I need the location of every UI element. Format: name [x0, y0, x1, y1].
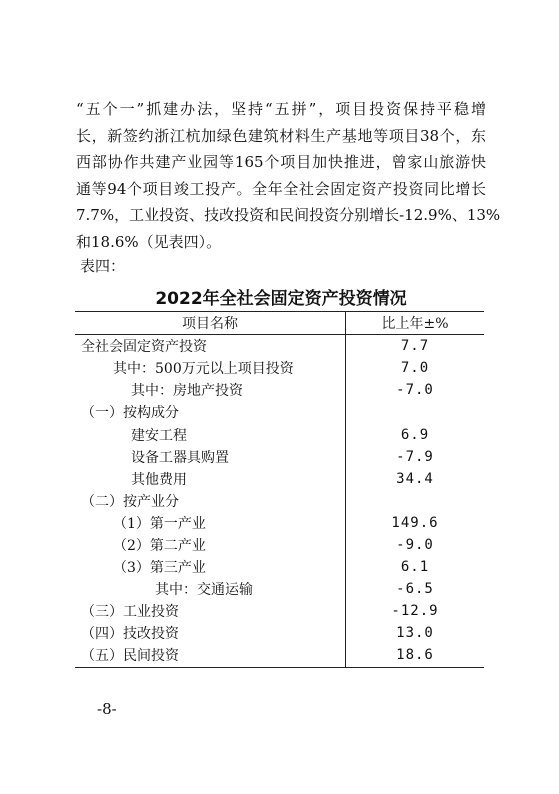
table-row: [75, 600, 484, 622]
table-body: [75, 335, 484, 666]
row-item-name: 全社会固定资产投资: [81, 339, 207, 356]
table-row: [75, 423, 484, 445]
table-row: [75, 622, 484, 644]
table-row: [75, 446, 484, 468]
row-change-value: -9.0: [345, 534, 484, 556]
row-change-value: -6.5: [345, 578, 484, 600]
row-change-value: 6.9: [345, 423, 484, 445]
paragraph-line: 7.7%，工业投资、技改投资和民间投资分别增长-12.9%、13%: [76, 206, 501, 225]
row-change-value: 13.0: [345, 622, 484, 644]
header-item-name: 项目名称: [182, 316, 238, 333]
table-row: [75, 379, 484, 401]
row-change-value: 7.0: [345, 357, 484, 379]
paragraph-line: 和18.6%（见表四）。: [76, 232, 222, 251]
row-item-name: 设备工器具购置: [131, 449, 229, 466]
investment-table: [75, 311, 484, 668]
page-number: -8-: [97, 700, 117, 718]
table-row: [75, 357, 484, 379]
table-title: 2022年全社会固定资产投资情况: [155, 289, 407, 309]
row-change-value: 6.1: [345, 556, 484, 578]
table-row: [75, 578, 484, 600]
row-change-value: 7.7: [345, 335, 484, 357]
row-change-value: -12.9: [345, 600, 484, 622]
table-row: [75, 556, 484, 578]
row-change-value: 18.6: [345, 644, 484, 666]
row-item-name: （二）按产业分: [81, 493, 179, 510]
body-paragraph: [76, 96, 501, 256]
table-row: [75, 490, 484, 512]
row-item-name: 其中：房地产投资: [131, 383, 243, 400]
table-header-row: [75, 312, 484, 335]
row-change-value: [345, 401, 484, 423]
row-item-name: （四）技改投资: [81, 626, 179, 643]
row-change-value: -7.0: [345, 379, 484, 401]
row-item-name: （2）第二产业: [113, 537, 206, 554]
table-label: 表四：: [80, 257, 126, 275]
header-change-percent: 比上年±%: [345, 312, 484, 334]
row-change-value: 34.4: [345, 468, 484, 490]
row-item-name: （五）民间投资: [81, 648, 179, 665]
table-row: [75, 401, 484, 423]
paragraph-line: 长，新签约浙江杭加绿色建筑材料生产基地等项目38个，东: [76, 126, 486, 145]
row-item-name: 建安工程: [131, 427, 187, 444]
row-change-value: -7.9: [345, 446, 484, 468]
row-item-name: （一）按构成分: [81, 405, 179, 422]
table-row: [75, 335, 484, 357]
table-row: [75, 644, 484, 666]
table-row: [75, 468, 484, 490]
row-item-name: （3）第三产业: [113, 560, 206, 577]
paragraph-line: 西部协作共建产业园等165个项目加快推进，曾家山旅游快: [76, 153, 486, 172]
paragraph-line: 通等94个项目竣工投产。全年全社会固定资产投资同比增长: [76, 179, 486, 198]
table-row: [75, 534, 484, 556]
row-change-value: [345, 490, 484, 512]
paragraph-line: “五个一”抓建办法，坚持“五拼”，项目投资保持平稳增: [76, 100, 486, 118]
row-item-name: 其中：交通运输: [155, 582, 253, 599]
row-item-name: 其他费用: [131, 471, 187, 488]
row-item-name: （1）第一产业: [113, 515, 206, 532]
row-change-value: 149.6: [345, 512, 484, 534]
table-row: [75, 512, 484, 534]
row-item-name: （三）工业投资: [81, 604, 179, 621]
row-item-name: 其中：500万元以上项目投资: [113, 361, 294, 378]
